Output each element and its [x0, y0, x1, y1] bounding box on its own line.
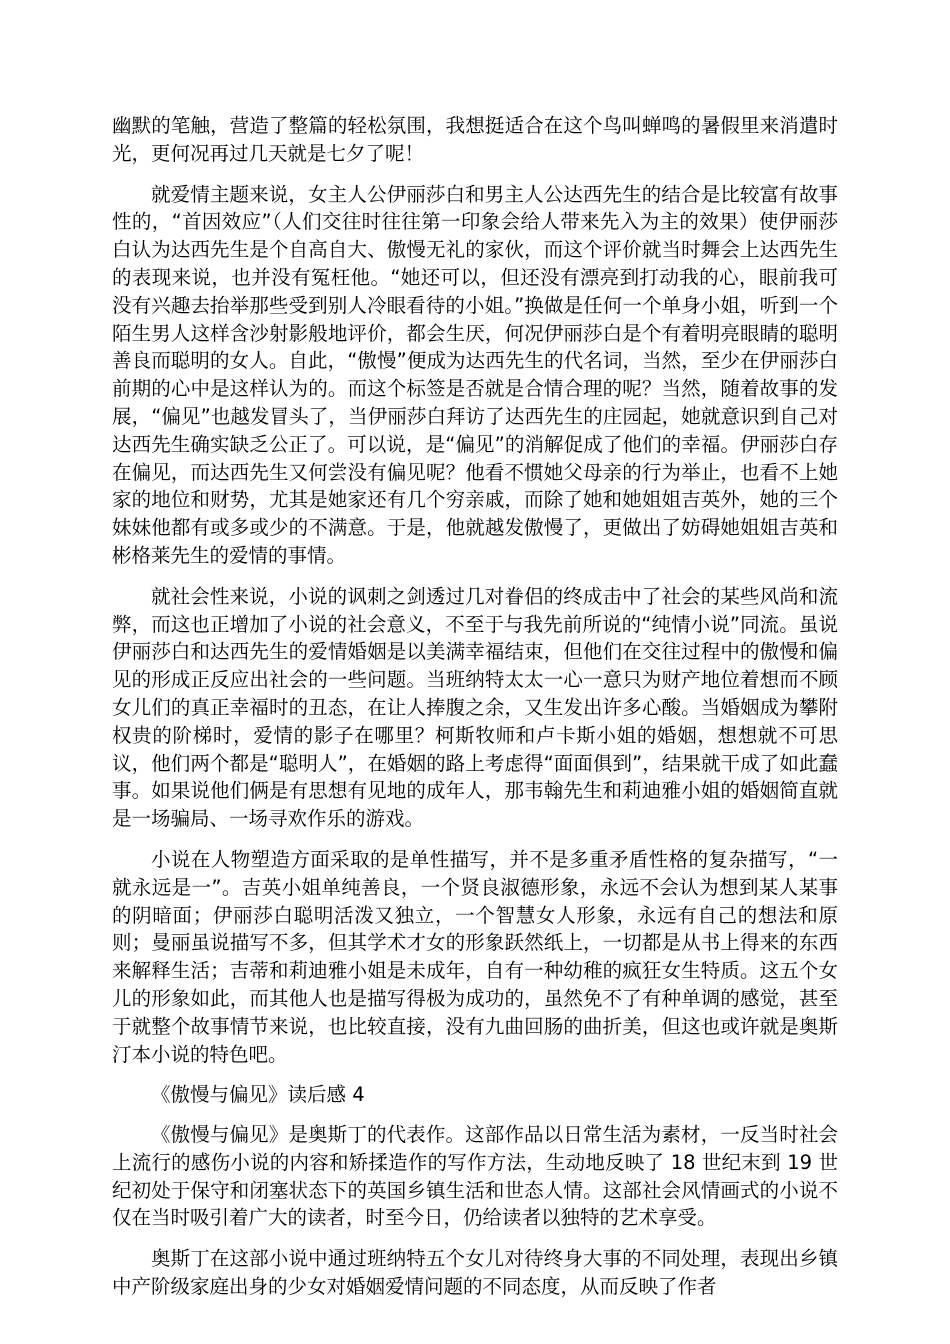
- document-page: [112, 112, 838, 1314]
- paragraph-continued-intro: 幽默的笔触，营造了整篇的轻松氛围，我想挺适合在这个鸟叫蝉鸣的暑假里来消遣时光，更何况再过几天就是七夕了呢！: [112, 114, 838, 165]
- paragraph-characterization: 小说在人物塑造方面采取的是单性描写，并不是多重矛盾性格的复杂描写，“一就永远是一”。吉英小姐单纯善良，一个贤良淑德形象，永远不会认为想到某人某事的阴暗面；伊丽莎白聪明活泼又独立，一个智慧女人形象，永远有自己的想法和原则；曼丽虽说描写不多，但其学术才女的形象跃然纸上，一切都是从书上得来的东西来解释生活；吉蒂和莉迪雅小姐是未成年，自有一种幼稚的疯狂女生特质。这五个女儿的形象如此，而其他人也是描写得极为成功的，虽然免不了有种单调的感觉，甚至于就整个故事情节来说，也比较直接，没有九曲回肠的曲折美，但这也或许就是奥斯汀本小说的特色吧。: [112, 847, 838, 1066]
- paragraph-austen-analysis: 奥斯丁在这部小说中通过班纳特五个女儿对待终身大事的不同处理，表现出乡镇中产阶级家庭出身的少女对婚姻爱情问题的不同态度，从而反映了作者: [112, 1247, 838, 1299]
- paragraph-love-theme: 就爱情主题来说，女主人公伊丽莎白和男主人公达西先生的结合是比较富有故事性的，“首因效应”（人们交往时往往第一印象会给人带来先入为主的效果）使伊丽莎白认为达西先生是个自高自大、傲慢无礼的家伙，而这个评价就当时舞会上达西先生的表现来说，也并没有冤枉他。“她还可以，但还没有漂亮到打动我的心，眼前我可没有兴趣去抬举那些受到别人冷眼看待的小姐。”换做是任何一个单身小姐，听到一个陌生男人这样含沙射影般地评价，都会生厌，何况伊丽莎白是个有着明亮眼睛的聪明善良而聪明的女人。自此，“傲慢”便成为达西先生的代名词，当然，至少在伊丽莎白前期的心中是这样认为的。而这个标签是否就是合情合理的呢？当然，随着故事的发展，“偏见”也越发冒头了，当伊丽莎白拜访了达西先生的庄园起，她就意识到自己对达西先生确实缺乏公正了。可以说，是“偏见”的消解促成了他们的幸福。伊丽莎白存在偏见，而达西先生又何尝没有偏见呢？他看不惯她父母亲的行为举止，也看不上她家的地位和财势，尤其是她家还有几个穷亲戚，而除了她和她姐姐吉英外，她的三个妹妹他都有或多或少的不满意。于是，他就越发傲慢了，更做出了妨碍她姐姐吉英和彬格莱先生的爱情的事情。: [112, 182, 838, 567]
- section-heading: 《傲慢与偏见》读后感 4: [151, 1083, 365, 1107]
- paragraph-work-intro: 《傲慢与偏见》是奥斯丁的代表作。这部作品以日常生活为素材，一反当时社会上流行的感伤小说的内容和矫揉造作的写作方法，生动地反映了 18 世纪末到 19 世纪初处于保守和闭塞状态下的英国乡镇生活和世态人情。这部社会风情画式的小说不仅在当时吸引着广大的读者，时至今日，仍给读者以独特的艺术享受。: [112, 1123, 838, 1230]
- paragraph-social-theme: 就社会性来说，小说的讽刺之剑透过几对眷侣的终成击中了社会的某些风尚和流弊，而这也正增加了小说的社会意义，不至于与我先前所说的“纯情小说”同流。虽说伊丽莎白和达西先生的爱情婚姻是以美满幸福结束，但他们在交往过程中的傲慢和偏见的形成正反应出社会的一些问题。当班纳特太太一心一意只为财产地位着想而不顾女儿们的真正幸福时的丑态，在让人捧腹之余，又生发出许多心酸。当婚姻成为攀附权贵的阶梯时，爱情的影子在哪里？柯斯牧师和卢卡斯小姐的婚姻，想想就不可思议，他们两个都是“聪明人”，在婚姻的路上考虑得“面面俱到”，结果就干成了如此蠢事。如果说他们俩是有思想有见地的成年人，那韦翰先生和莉迪雅小姐的婚姻简直就是一场骗局、一场寻欢作乐的游戏。: [112, 584, 838, 831]
